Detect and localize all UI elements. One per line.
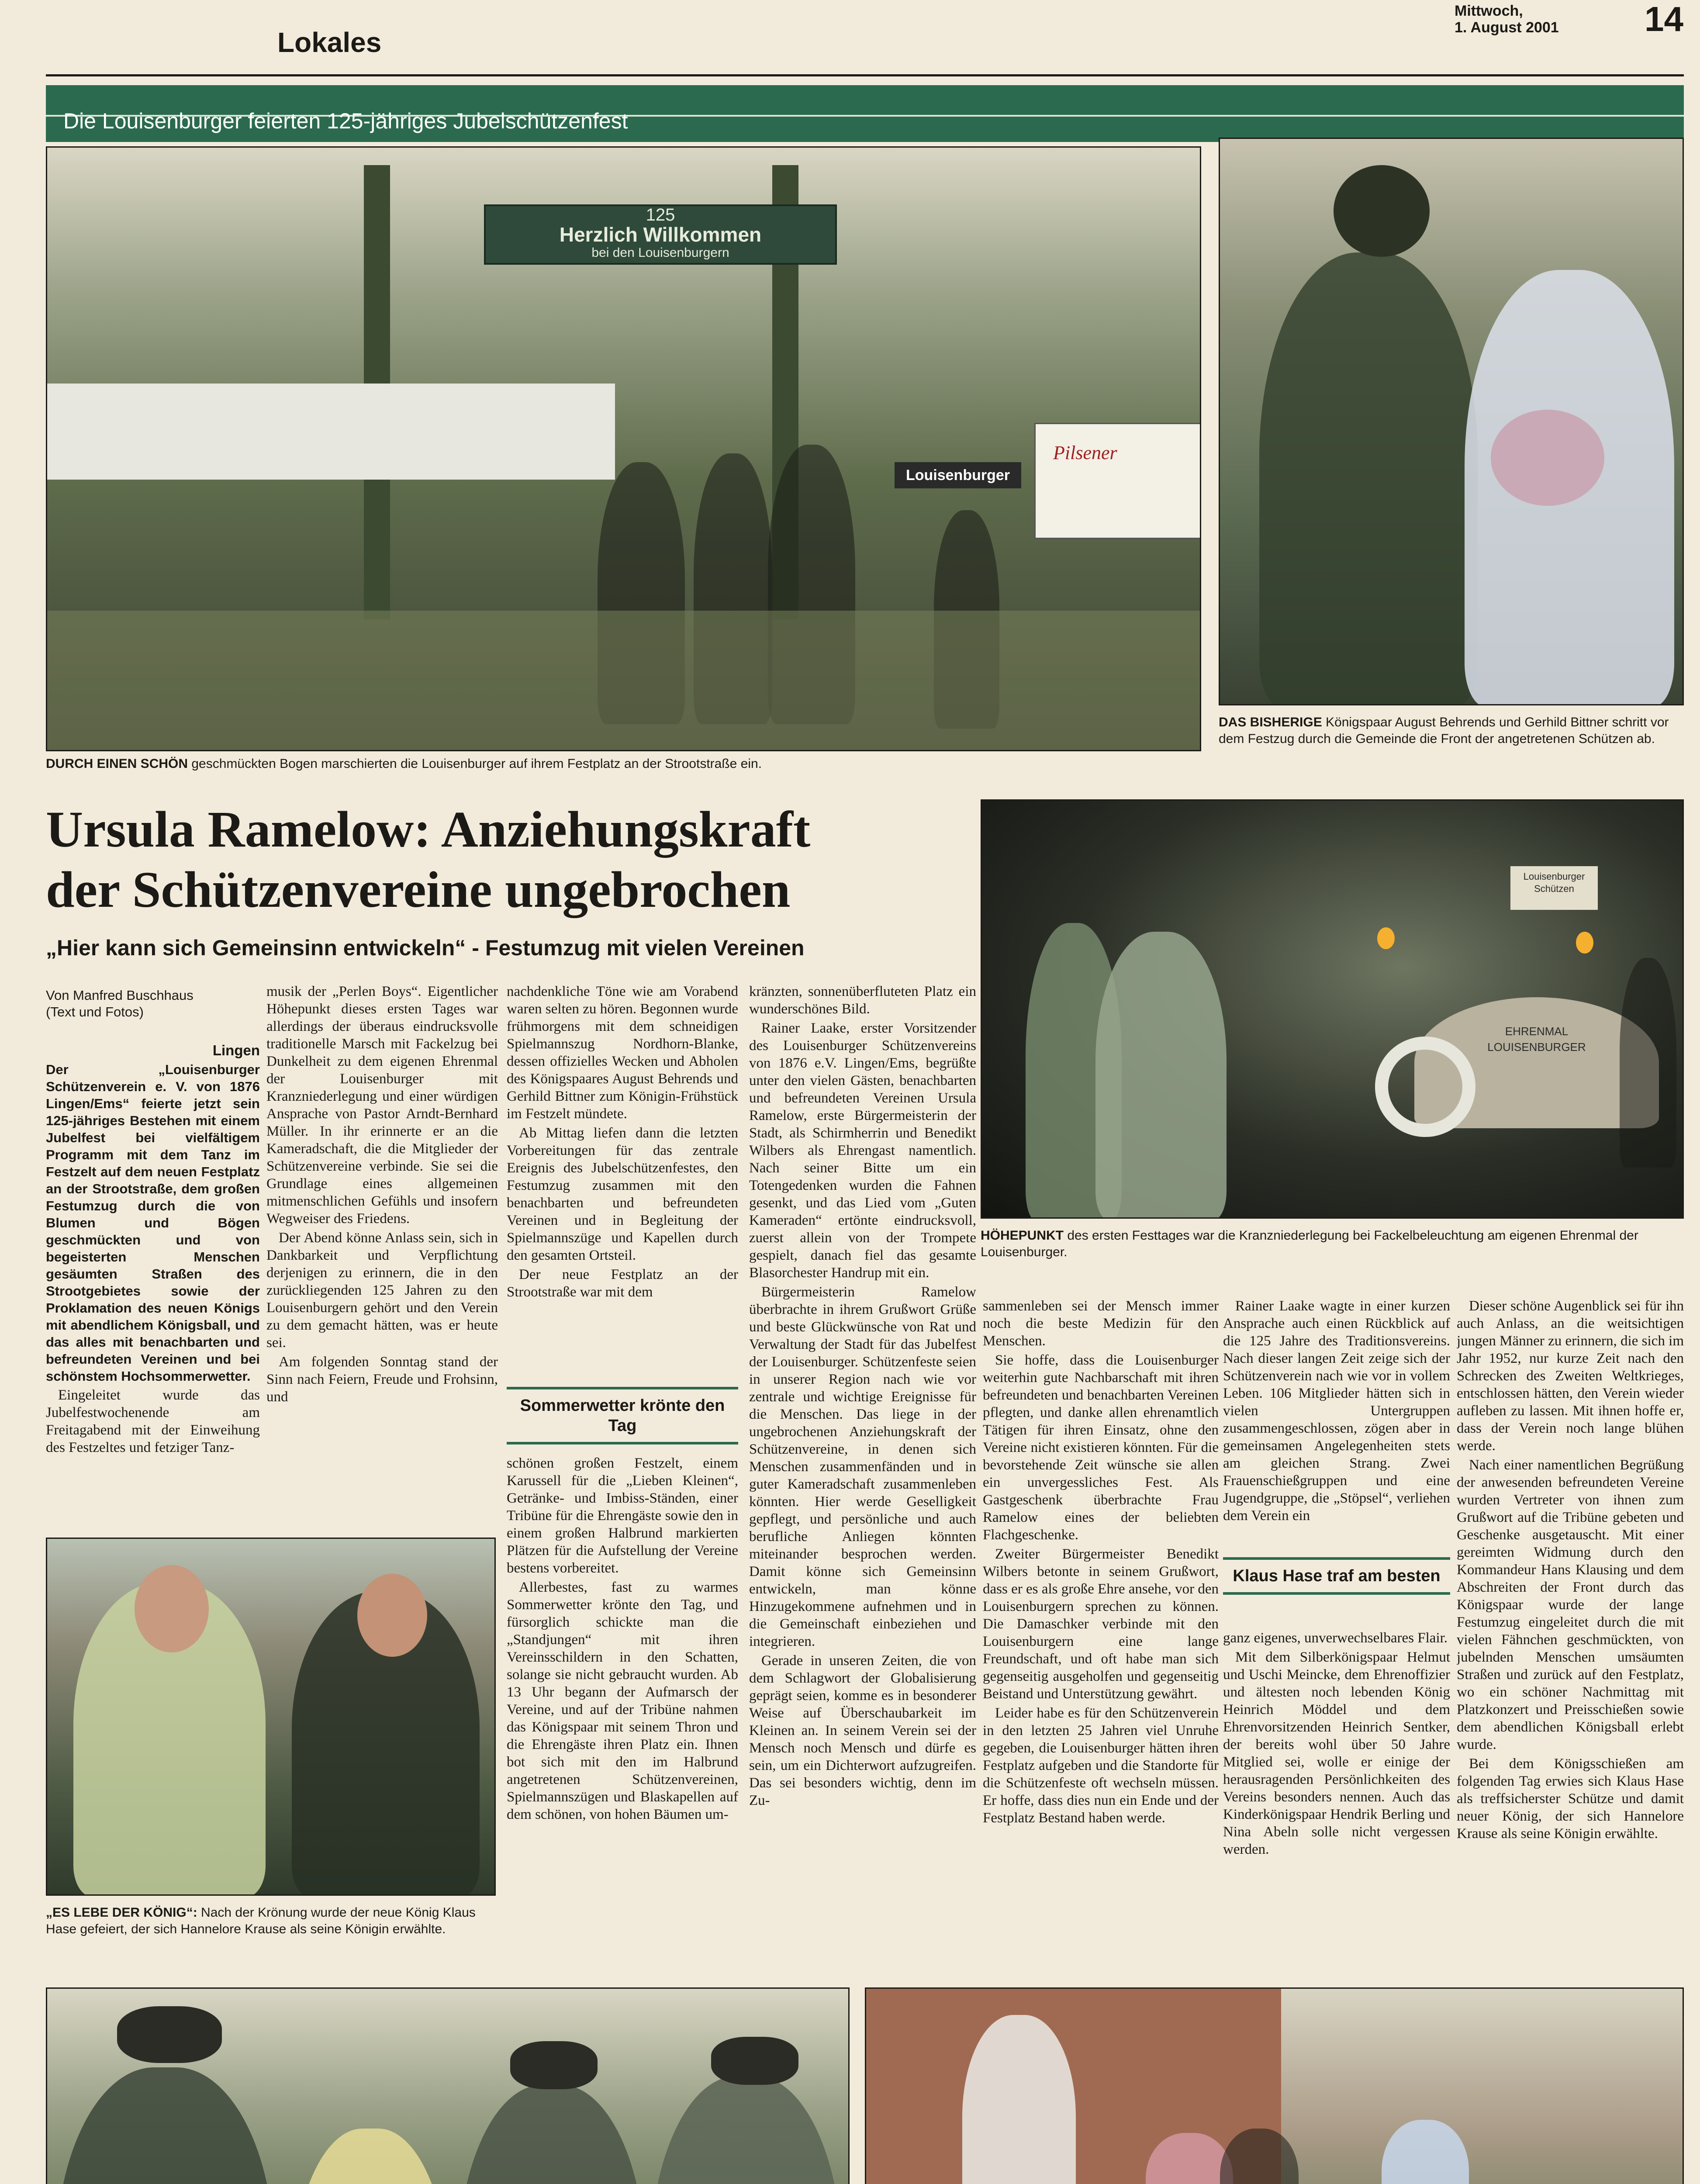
subheading-klaus-hase <box>1223 1557 1450 1595</box>
article-paragraph: Rainer Laake wagte in einer kurzen Ansprache auch einen Rückblick auf die 125 Jahre des Traditionsvereins. Nach dieser langen Zeit zeige sich der Schützenverein nach wie vor in vollem Leben. 106 Mitglieder hätten sich in vielen Untergruppen zusammengeschlossen, zögen aber in gemeinsamen Angelegenheiten stets am gleichen Strang. Zwei Frauenschießgruppen und eine Jugendgruppe, die „Stöpsel“, verliehen dem Verein ein <box>1223 1298 1450 1524</box>
caption-lead: „ES LEBE DER KÖNIG“: <box>46 1905 197 1920</box>
bouquet <box>1491 410 1604 506</box>
article-paragraph: Dieser schöne Augenblick sei für ihn auch Anlass, an die weitsichtigen jungen Männer zu erinnern, die sich im Jahr 1952, nur kurze Zeit nach den Schrecken des Zweiten Weltkrieges, entschlossen hätten, den Verein wieder aufleben zu lassen. Mit ihnen hoffe er, dass der Verein noch lange blühen werde. <box>1457 1298 1684 1454</box>
caption-text: geschmückten Bogen marschierten die Louisenburger auf ihrem Festplatz an der Strootstraße ein. <box>188 757 762 771</box>
article-lead: Der „Louisenburger Schützenverein e. V. von 1876 Lingen/Ems“ feierte jetzt sein 125-jähriges Bestehen mit einem Jubelfest bei vielfältigem Programm mit dem Tanz im Festzelt auf dem neuen Festplatz an der Strootstraße, dem großen Festumzug durch die von Blumen und Bögen geschmückten und von begeisterten Menschen gesäumten Straßen des Strootgebietes sowie der Proklamation des neuen Königs mit abendlichem Königsball, und das alles mit benachbarten und befreundeten Vereinen und bei schönstem Hochsommerwetter. <box>46 1062 260 1384</box>
club-sign-text: Louisenburger <box>905 467 1010 484</box>
article-paragraph: Bürgermeisterin Ramelow überbrachte in ihrem Grußwort Grüße und beste Glückwünsche von Rat und Verwaltung der Stadt für das Jubelfest der Louisenburger. Schützenfeste seien in unserer Region nach wie vor zentrale und wichtige Ereignisse für die Menschen. Das liege in der ungebrochenen Anziehungskraft der Schützenvereine, in denen sich Menschen zusammenfänden und in guter Kameradschaft zusammenleben könnten. Hier werde Geselligkeit gepflegt, und persönliche und auch berufliche Anliegen könnten miteinander besprochen werden. Damit könne sich Gemeinsinn entwickeln, man könne Hinzugekommene aufnehmen und in die Gemeinschaft einbeziehen und integrieren. <box>749 1284 976 1649</box>
page-header <box>46 0 1684 79</box>
queen-head <box>135 1565 209 1652</box>
article-paragraph: Nach einer namentlichen Begrüßung der anwesenden befreundeten Vereine wurden Vertreter von ihnen zum Grußwort auf die Tribüne gebeten und Geschenke ausgetauscht. Mit einer gereimten Widmung durch den Kommandeur Hans Klausing und dem Abschreiten der Front durch das Königspaar wurde der lange Festumzug eingeleitet durch die mit vielen Fähnchen geschmückten, von jubelnden Menschen umsäumten Straßen und zurück auf den Festplatz, wo ein schöner Nachmittag mit Platzkonzert und Preisschießen sowie dem abendlichen Königsball erlebt wurde. <box>1457 1457 1684 1752</box>
photo-new-king <box>46 1538 496 1896</box>
officer-figure <box>1095 932 1227 1219</box>
dateline: Lingen <box>212 1042 260 1058</box>
subheadline: „Hier kann sich Gemeinsinn entwickeln“ - Festumzug mit vielen Vereinen <box>46 936 805 960</box>
arch-sign-text: Herzlich Willkommen <box>559 223 762 246</box>
byline <box>46 987 251 1020</box>
wreath <box>1375 1037 1475 1137</box>
article-paragraph: Allerbestes, fast zu warmes Sommerwetter krönte den Tag, und fürsorglich schickte man die „Standjungen“ mit ihren Vereinsschildern in den Schatten, solange sie nicht gebraucht wurden. Ab 13 Uhr begann der Aufmarsch der Vereine, und auf der Tribüne nahmen das Königspaar mit seinem Thron und die Ehrengäste ihren Platz ein. Ihnen bot sich mit den im Halbrund angetretenen Schützenvereinen, Spielmannszügen und Blaskapellen auf dem schönen, von hohen Bäumen um- <box>507 1579 738 1822</box>
section-banner <box>46 85 1684 142</box>
king-head <box>357 1574 427 1657</box>
memorial-text-1: EHRENMAL <box>1505 1025 1569 1038</box>
caption-photo-new-king <box>46 1904 496 1938</box>
guest-figure <box>458 2085 646 2184</box>
article-paragraph: sammenleben sei der Mensch immer noch die beste Medizin für den Menschen. <box>983 1298 1219 1349</box>
article-paragraph: Gerade in unseren Zeiten, die von dem Schlagwort der Globalisierung geprägt seien, komme es in besonderer Weise auf Überschaubarkeit im Kleinen an. In seinem Verein sei der Mensch noch Mensch und dürfe es sein, um ein Dichterwort aufzugreifen. Das sei besonders wichtig, denn im Zu- <box>749 1653 976 1808</box>
tent <box>47 384 615 480</box>
article-paragraph: Der Abend könne Anlass sein, sich in Dankbarkeit und Verpflichtung derjenigen zu erinnern, die in den zurückliegenden 125 Jahren zu den Louisenburgern gehört und den Verein zu dem gemacht hätten, was er heute sei. <box>266 1230 498 1351</box>
arch-sign-sub: bei den Louisenburgern <box>591 245 729 260</box>
guest-hat <box>510 2041 598 2089</box>
subheading-text: Sommerwetter krönte den Tag <box>520 1396 725 1435</box>
section-label: Lokales <box>277 27 382 58</box>
article-column-1 <box>46 1042 260 1529</box>
article-column-3 <box>507 983 738 1385</box>
article-paragraph: Am folgenden Sonntag stand der Sinn nach Feiern, Freude und Frohsinn, und <box>266 1354 498 1405</box>
king-figure <box>1259 252 1478 705</box>
guest-figure <box>650 2076 842 2184</box>
caption-photo-parade <box>46 756 1201 772</box>
article-paragraph: musik der „Perlen Boys“. Eigentlicher Höhepunkt dieses ersten Tages war allerdings der überaus eindrucksvolle traditionelle Marsch mit Fackelzug bei Dunkelheit zu dem eigenen Ehrenmal der Louisenburger mit Kranzniederlegung und einer würdigen Ansprache von Pastor Arndt-Bernhard Müller. In ihr erinnerte er an die Kameradschaft, die die Mitglieder der Schützenvereine verbinde. Sie sei die Grundlage eines allgemeinen mitmenschlichen Gefühls und insofern Wegweiser des Friedens. <box>266 984 498 1227</box>
caption-lead: DAS BISHERIGE <box>1219 715 1322 729</box>
truck-text: Pilsener <box>1053 442 1117 463</box>
article-paragraph: kränzten, sonnenüberfluteten Platz ein wunderschönes Bild. <box>749 984 976 1017</box>
article-column-5 <box>983 1297 1219 1974</box>
article-paragraph: Ab Mittag liefen dann die letzten Vorbereitungen für das zentrale Ereignis des Jubelschützenfestes, den Festumzug zusammen mit den benachbarten und befreundeten Vereinen und in Begleitung der Spielmannszüge und Kapellen durch den gesamten Ortsteil. <box>507 1125 738 1263</box>
article-paragraph: Bei dem Königsschießen am folgenden Tag erwies sich Klaus Hase als treffsicherster Schütze und damit neuer König, der sich Hannelore Krause als seine Königin erwählte. <box>1457 1756 1684 1842</box>
guest-figure <box>56 2067 274 2184</box>
caption-text: Nach der Krönung wurde der neue König Klaus Hase gefeiert, der sich Hannelore Krause als seine Königin erwählte. <box>46 1905 476 1936</box>
article-column-7 <box>1457 1297 1684 1974</box>
torch-flame <box>1377 927 1395 949</box>
byline-author: Von Manfred Buschhaus <box>46 988 193 1003</box>
photo-parade-arch <box>46 146 1201 751</box>
page-number: 14 <box>1645 0 1683 38</box>
article-paragraph: nachdenkliche Töne wie am Vorabend waren selten zu hören. Begonnen wurde frühmorgens mit dem schneidigen Spielmannszug Nordhorn-Blanke, dessen offizielles Wecken und Abholen des Königspaares August Behrends und Gerhild Bittner zum Königin-Frühstück im Festzelt mündete. <box>507 984 738 1122</box>
article-paragraph: schönen großen Festzelt, einem Karussell für die „Lieben Kleinen“, Getränke- und Imbiss-Ständen, einer Tribüne für die Ehrengäste sowie den in einem großen Halbrund markierten Plätzen für die Aufstellung der Vereine bestens vorbereitet. <box>507 1455 738 1576</box>
article-paragraph: Mit dem Silberkönigspaar Helmut und Uschi Meincke, dem Ehrenoffizier und ältesten noch lebenden König Heinrich Möddel und dem Ehrenvorsitzenden Heinrich Sentker, der bereits wohl über 50 Jahre Mitglied sei, wolle er einige der herausragenden Persönlichkeiten des Vereins besonders nennen. Auch das Kinderkönigspaar Hendrik Berling und Nina Abeln solle nicht vergessen werden. <box>1223 1649 1450 1857</box>
headline <box>46 799 981 920</box>
club-sign <box>895 462 1021 488</box>
arch-sign-number: 125 <box>646 205 675 225</box>
banner-text: Die Louisenburger feierten 125-jähriges Jubelschützenfest <box>63 109 628 133</box>
club-board <box>1510 866 1598 910</box>
headline-line-1: Ursula Ramelow: Anziehungskraft <box>46 801 811 858</box>
caption-text: des ersten Festtages war die Kranzniederlegung bei Fackelbeleuchtung am eigenen Ehrenmal der Louisenburger. <box>981 1228 1638 1259</box>
article-paragraph: ganz eigenes, unverwechselbares Flair. <box>1223 1630 1448 1646</box>
article-paragraph: Der neue Festplatz an der Strootstraße war mit dem <box>507 1267 738 1300</box>
truck <box>1034 423 1201 539</box>
club-board-text: Louisenburger Schützen <box>1523 871 1585 894</box>
photo-wreath-ceremony <box>981 799 1684 1219</box>
photo-previous-royal-couple <box>1219 138 1684 705</box>
torch-flame <box>1576 932 1593 954</box>
passenger-figure <box>1382 2120 1469 2184</box>
caption-lead: HÖHEPUNKT <box>981 1228 1064 1243</box>
caption-photo-royal-couple <box>1219 714 1684 747</box>
date-weekday: Mittwoch, <box>1455 3 1523 19</box>
arch-sign <box>484 204 837 265</box>
lawn <box>47 611 1201 751</box>
article-column-4 <box>749 983 976 1974</box>
caption-photo-wreath <box>981 1227 1684 1261</box>
article-paragraph: Eingeleitet wurde das Jubelfestwochenende am Freitagabend mit der Einweihung des Festzeltes und fetziger Tanz- <box>46 1387 260 1455</box>
article-paragraph: Sie hoffe, dass die Louisenburger weiterhin gute Nachbarschaft mit ihren befreundeten und benachbarten Vereinen pflegten, und danke allen ehrenamtlich Tätigen für ihren Einsatz, ohne den Vereine nicht existieren könnten. Für die bevorstehende Zeit wünsche sie allen ein unvergessliches Fest. Als Gastgeschenk überbrachte Frau Ramelow eines der beliebten Flachgeschenke. <box>983 1352 1219 1543</box>
guest-hat <box>711 2037 798 2085</box>
article-column-6b <box>1223 1629 1450 1974</box>
guest-hat <box>117 2006 222 2063</box>
officer-figure <box>1620 958 1676 1168</box>
article-paragraph: Rainer Laake, erster Vorsitzender des Louisenburger Schützenvereins von 1876 e.V. Lingen/Ems, begrüßte unter den vielen Gästen, benachbarten und befreundeten Vereinen Ursula Ramelow, erste Bürgermeisterin der Stadt, als Schirmherrin und Benedikt Wilbers als Ehrengast namentlich. Nach seiner Bitte um ein Totengedenken wurden die Fahnen gesenkt, und das Lied vom „Guten Kameraden“ ertönte eindrucksvoll, zuerst allein von der Trompete gespielt, danach fiel das gesamte Blasorchester Handrup mit ein. <box>749 1020 976 1281</box>
king-hat <box>1334 165 1430 257</box>
caption-lead: DURCH EINEN SCHÖN <box>46 757 188 771</box>
guest-figure <box>292 2129 449 2184</box>
photo-honorary-guests <box>46 1987 850 2184</box>
article-column-6 <box>1223 1297 1450 1555</box>
subheading-summer <box>507 1387 738 1444</box>
headline-line-2: der Schützenvereine ungebrochen <box>46 861 791 918</box>
article-paragraph: Zweiter Bürgermeister Benedikt Wilbers betonte in seinem Grußwort, dass er es als große Ehre ansehe, vor den Louisenburgern sprechen zu können. Die Damaschker verbinde mit den Louisenburgern eine lange Freundschaft, und oft habe man sich gegenseitig ausgeholfen und gegenseitig Beistand und Unterstützung gewährt. <box>983 1546 1219 1702</box>
article-paragraph: Leider habe es für den Schützenverein in den letzten 25 Jahren viel Unruhe gegeben, die Louisenburger hätten ihren Festplatz aufgeben und die Standorte für die Schützenfeste oft wechseln müssen. Er hoffe, dass dies nun ein Ende und der Festplatz Bestand haben werde. <box>983 1705 1219 1826</box>
subheading-text: Klaus Hase traf am besten <box>1233 1567 1441 1585</box>
article-column-3b <box>507 1455 738 1974</box>
byline-credit: (Text und Fotos) <box>46 1004 144 1019</box>
memorial-text-2: LOUISENBURGER <box>1487 1040 1586 1054</box>
date-text: 1. August 2001 <box>1455 19 1559 36</box>
caption-text: Königspaar August Behrends und Gerhild Bittner schritt vor dem Festzug durch die Gemeinde die Front der angetretenen Schützen ab. <box>1219 715 1669 746</box>
photo-carriage <box>865 1987 1684 2184</box>
article-column-2 <box>266 983 498 1529</box>
header-rule <box>46 74 1684 76</box>
